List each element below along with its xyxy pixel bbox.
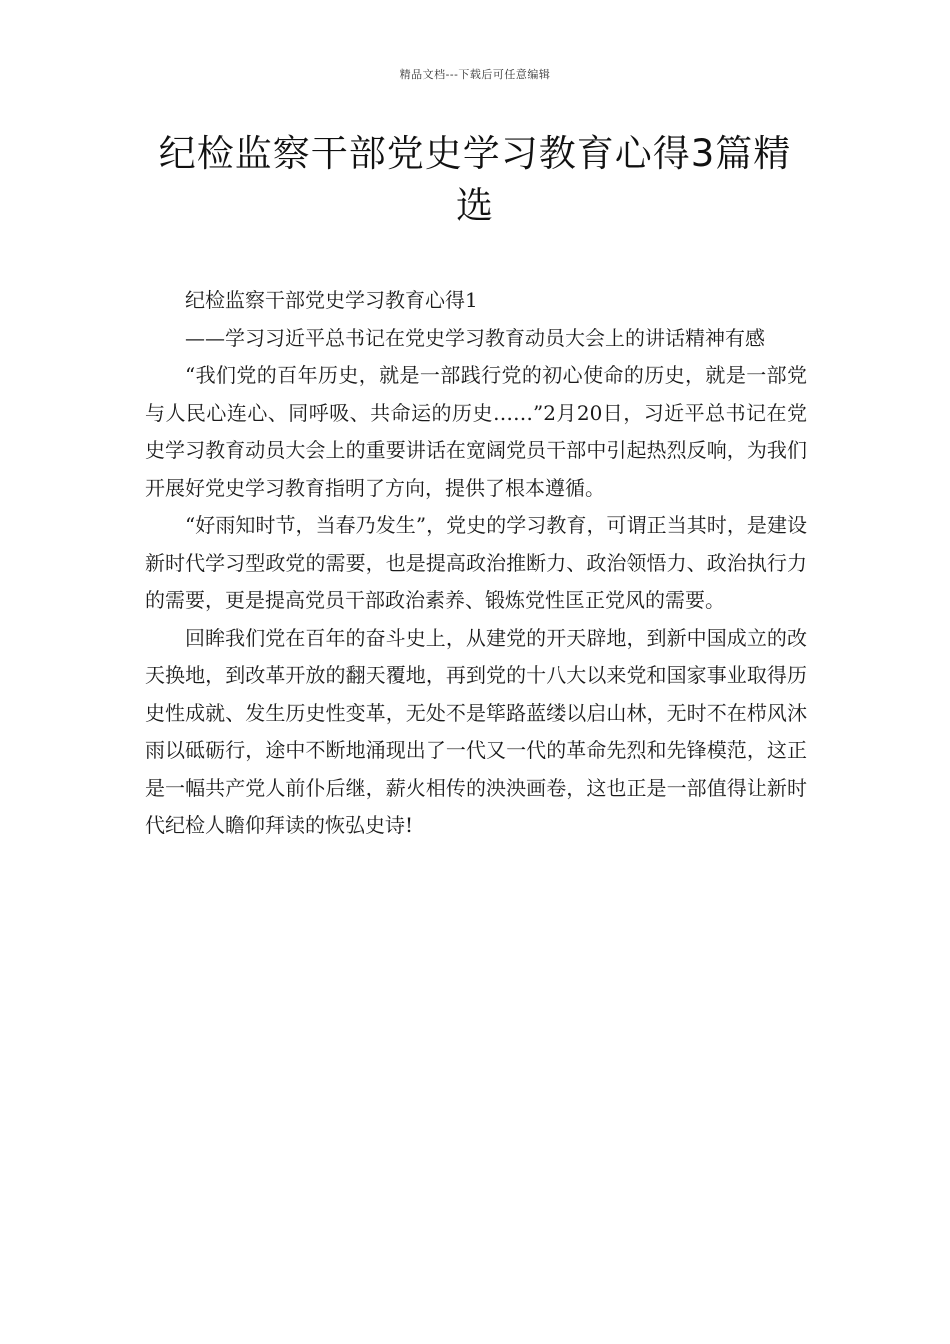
document-body xyxy=(145,282,807,845)
body-paragraph: “好雨知时节，当春乃发生”，党史的学习教育，可谓正当其时，是建设新时代学习型政党的需要，也是提高政治推断力、政治领悟力、政治执行力的需要，更是提高党员干部政治素养、锻炼党性匡正党风的需要。 xyxy=(145,513,807,612)
body-paragraph: “我们党的百年历史，就是一部践行党的初心使命的历史，就是一部党与人民心连心、同呼吸、共命运的历史……”2月20日，习近平总书记在党史学习教育动员大会上的重要讲话在宽阔党员干部中引起热烈反响，为我们开展好党史学习教育指明了方向，提供了根本遵循。 xyxy=(145,363,807,500)
document-title: 纪检监察干部党史学习教育心得3篇精选 xyxy=(158,132,792,227)
body-paragraph: 回眸我们党在百年的奋斗史上，从建党的开天辟地，到新中国成立的改天换地，到改革开放的翻天覆地，再到党的十八大以来党和国家事业取得历史性成就、发生历史性变革，无处不是筚路蓝缕以启山林，无时不在栉风沐雨以砥砺行，途中不断地涌现出了一代又一代的革命先烈和先锋模范，这正是一幅共产党人前仆后继，薪火相传的泱泱画卷，这也正是一部值得让新时代纪检人瞻仰拜读的恢弘史诗! xyxy=(145,625,807,837)
header-note: 精品文档---下载后可任意编辑 xyxy=(399,68,551,81)
section-heading: 纪检监察干部党史学习教育心得1 xyxy=(185,288,478,312)
section-subtitle: ——学习习近平总书记在党史学习教育动员大会上的讲话精神有感 xyxy=(185,325,765,350)
